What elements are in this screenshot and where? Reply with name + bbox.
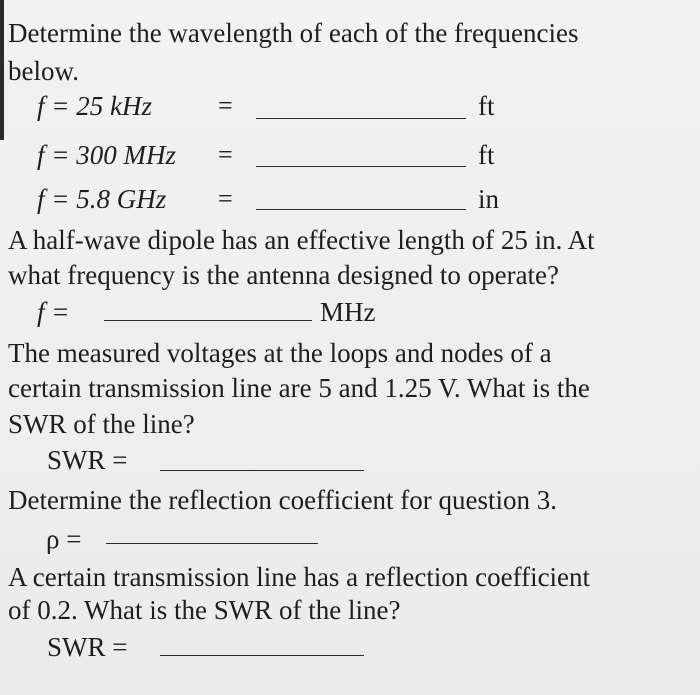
q3-line2: certain transmission line are 5 and 1.25 V. What is the (8, 373, 590, 403)
q3-answer-blank[interactable] (160, 470, 364, 471)
q1-intro-line2: below. (8, 56, 79, 86)
q3-line3: SWR of the line? (8, 409, 195, 439)
q1-intro-line1: Determine the wavelength of each of the frequencies (8, 18, 579, 48)
q1-item3-answer-blank[interactable] (256, 209, 466, 210)
q5-line1: A certain transmission line has a reflection coefficient (8, 562, 591, 592)
q3-line1: The measured voltages at the loops and nodes of a (8, 338, 552, 368)
q5-answer-label: SWR = (47, 632, 128, 662)
q1-item2-equals: = (218, 140, 233, 169)
q3-answer-label: SWR = (47, 445, 128, 475)
q1-item2-label: f = 300 MHz (37, 140, 176, 170)
q4-answer-label: ρ = (46, 524, 82, 554)
q1-item1-label: f = 25 kHz (37, 91, 152, 121)
q1-item3-unit: in (478, 184, 500, 214)
q4-answer-blank[interactable] (106, 543, 318, 544)
q1-item1-answer-blank[interactable] (256, 118, 466, 119)
q1-item2-answer-blank[interactable] (256, 166, 466, 167)
q2-unit: MHz (320, 297, 376, 327)
q1-item3-label: f = 5.8 GHz (37, 184, 167, 214)
q2-answer-blank[interactable] (104, 320, 312, 321)
q1-item3-equals: = (218, 184, 233, 213)
q5-answer-blank[interactable] (160, 655, 364, 656)
q4-line1: Determine the reflection coefficient for question 3. (8, 485, 558, 515)
margin-line (0, 0, 4, 140)
q2-answer-label: f = (37, 297, 70, 327)
q5-line2: of 0.2. What is the SWR of the line? (8, 595, 401, 625)
q1-item1-unit: ft (478, 91, 495, 121)
q1-item1-equals: = (218, 91, 233, 120)
q1-item2-unit: ft (478, 140, 495, 170)
q2-line1: A half-wave dipole has an effective length of 25 in. At (8, 225, 595, 255)
q2-line2: what frequency is the antenna designed to operate? (8, 260, 560, 290)
